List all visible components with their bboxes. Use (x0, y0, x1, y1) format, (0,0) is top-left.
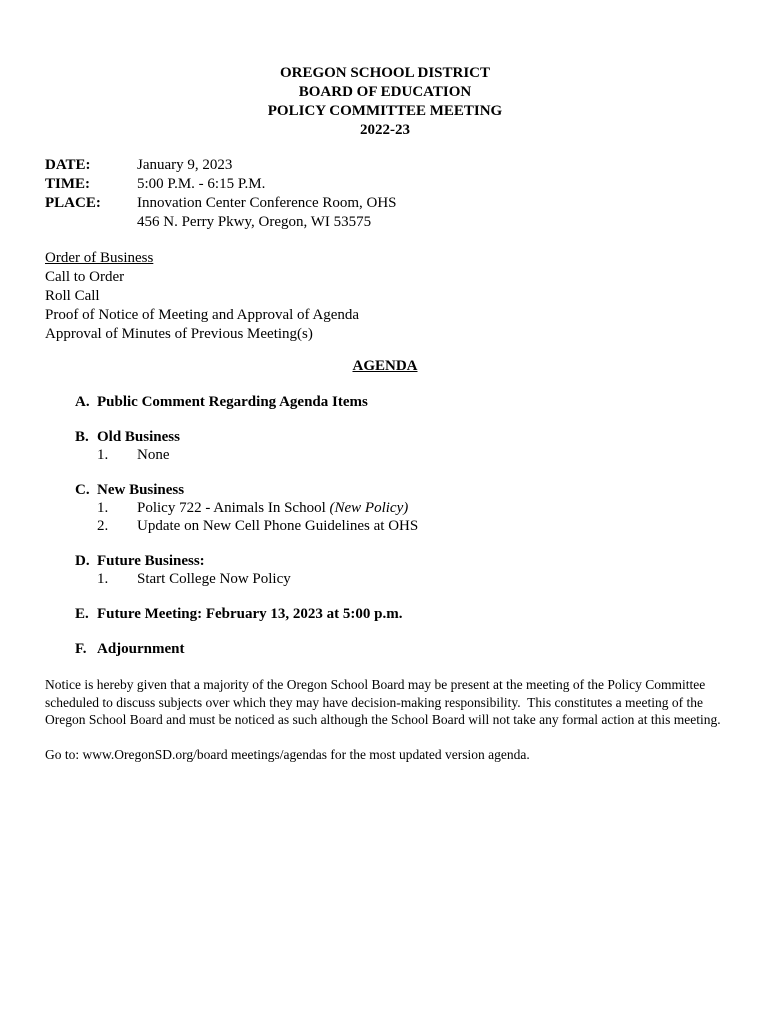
agenda-item-a-head (75, 393, 725, 411)
public-notice-paragraph: Notice is hereby given that a majority of the Oregon School Board may be present at the meeting of the Policy Committee scheduled to discuss subjects over which they may have decision-making responsibility. This constitutes a meeting of the Oregon School Board and must be noticed as such although the School Board will not take any formal action at this meeting. (45, 677, 721, 727)
agenda-item-f-label: Adjournment (97, 641, 185, 657)
document-header (45, 64, 725, 140)
agenda-item-c-sub-1 (97, 499, 725, 517)
agenda-item-d-head (75, 552, 725, 570)
agenda-item-a-letter: A. (75, 394, 90, 410)
meta-row-place (45, 194, 725, 213)
agenda-item-f (75, 640, 725, 658)
agenda-item-e-letter: E. (75, 606, 89, 622)
agenda-item-b-label: Old Business (97, 429, 180, 445)
agenda-item-a-label: Public Comment Regarding Agenda Items (97, 394, 368, 410)
agenda-title: AGENDA (352, 358, 418, 374)
date-label: DATE: (45, 157, 91, 173)
oob-item-proof-of-notice: Proof of Notice of Meeting and Approval of Agenda (45, 307, 360, 323)
meta-row-date (45, 156, 725, 175)
meta-row-address (45, 213, 725, 232)
header-line-board: BOARD OF EDUCATION (298, 84, 472, 100)
agenda-item-e-head (75, 605, 725, 623)
sub-item-text (137, 499, 725, 517)
header-line-meeting: POLICY COMMITTEE MEETING (267, 103, 503, 119)
agenda-item-f-letter: F. (75, 641, 87, 657)
address-label-spacer (45, 213, 137, 232)
agenda-item-c-sub-2 (97, 517, 725, 535)
agenda-item-f-head (75, 640, 725, 658)
agenda-item-c (75, 481, 725, 535)
place-value: Innovation Center Conference Room, OHS (137, 195, 397, 211)
meeting-details (45, 156, 725, 232)
sub-item-number: 1. (97, 447, 109, 463)
agenda-item-b-sub-1 (97, 446, 725, 464)
sub-item-text-main: Policy 722 - Animals In School (137, 500, 330, 516)
agenda-item-d-sub-1 (97, 570, 725, 588)
order-of-business-title: Order of Business (45, 250, 154, 266)
sub-item-text-italic: (New Policy) (329, 500, 409, 516)
sub-item-number: 1. (97, 571, 109, 587)
sub-item-text: Start College Now Policy (137, 571, 291, 587)
agenda-item-c-label: New Business (97, 482, 185, 498)
sub-item-text: Update on New Cell Phone Guidelines at OHS (137, 518, 419, 534)
time-value: 5:00 P.M. - 6:15 P.M. (137, 176, 266, 192)
oob-item-roll-call: Roll Call (45, 288, 100, 304)
agenda-item-b-letter: B. (75, 429, 89, 445)
meta-row-time (45, 175, 725, 194)
agenda-item-d (75, 552, 725, 588)
agenda-item-d-letter: D. (75, 553, 90, 569)
order-of-business (45, 249, 725, 344)
agenda-item-b-head (75, 428, 725, 446)
website-reference-line: Go to: www.OregonSD.org/board meetings/agendas for the most updated version agenda. (45, 746, 530, 762)
address-value: 456 N. Perry Pkwy, Oregon, WI 53575 (137, 214, 372, 230)
date-value: January 9, 2023 (137, 157, 233, 173)
sub-item-number: 2. (97, 518, 109, 534)
agenda-item-c-letter: C. (75, 482, 90, 498)
agenda-item-b (75, 428, 725, 464)
agenda-list (45, 393, 725, 658)
agenda-item-a (75, 393, 725, 411)
sub-item-text: None (137, 447, 170, 463)
oob-item-call-to-order: Call to Order (45, 269, 125, 285)
agenda-item-d-label: Future Business: (97, 553, 205, 569)
agenda-item-e (75, 605, 725, 623)
agenda-item-c-head (75, 481, 725, 499)
sub-item-number: 1. (97, 500, 109, 516)
agenda-item-e-label: Future Meeting: February 13, 2023 at 5:00 p.m. (97, 606, 403, 622)
header-line-district: OREGON SCHOOL DISTRICT (279, 65, 491, 81)
time-label: TIME: (45, 176, 90, 192)
header-line-year: 2022-23 (360, 122, 410, 138)
place-label: PLACE: (45, 195, 101, 211)
oob-item-approval-of-minutes: Approval of Minutes of Previous Meeting(s) (45, 326, 313, 342)
